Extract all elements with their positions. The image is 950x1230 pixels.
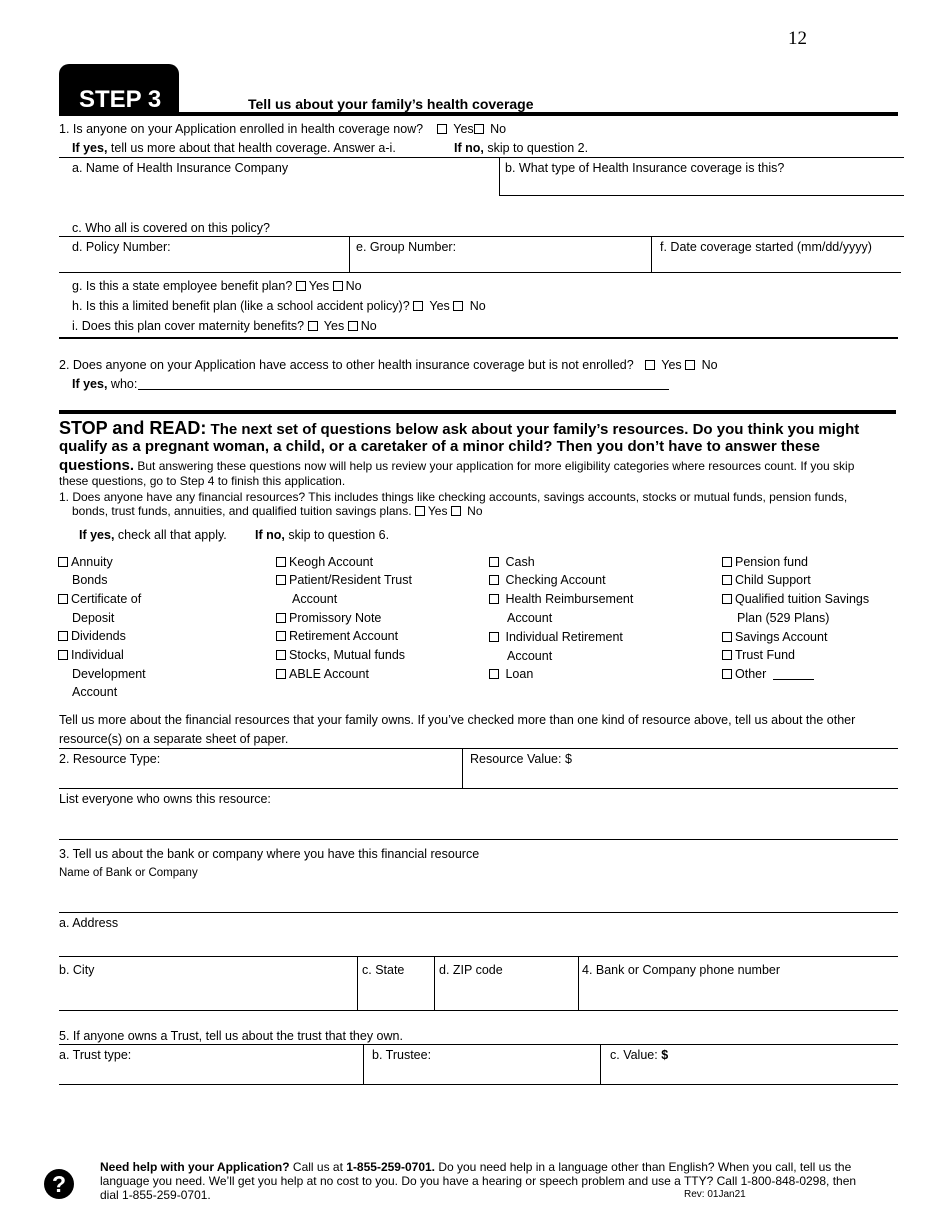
footer-help-bold: Need help with your Application? [100,1160,290,1174]
res-cash-checkbox[interactable] [489,557,499,567]
q1-no-checkbox[interactable] [474,124,484,134]
res-ira-label2: Account [507,649,553,663]
r3-address-label: a. Address [59,916,119,930]
r3-phone-label: 4. Bank or Company phone number [582,963,781,977]
q2-yes-checkbox[interactable] [645,360,655,370]
res-checking-label: Checking Account [505,573,606,587]
res-loan-label: Loan [505,667,534,681]
footer-line3: dial 1-855-259-0701. [100,1188,211,1202]
r5-text: 5. If anyone owns a Trust, tell us about the trust that they own. [59,1029,403,1043]
res-pension-label: Pension fund [735,555,808,569]
res-ida-checkbox[interactable] [58,650,68,660]
res-dividends-checkbox[interactable] [58,631,68,641]
res-hra-label2: Account [507,611,553,625]
r2-value-label: Resource Value: $ [470,752,572,766]
r1-ifno-bold: If no, [255,528,285,542]
rule [59,956,898,957]
res-retirement-checkbox[interactable] [276,631,286,641]
res-dividends[interactable] [58,629,126,643]
res-checking-checkbox[interactable] [489,575,499,585]
q1-ifyes-bold: If yes, [72,141,108,155]
res-cod-label: Certificate of [71,592,142,606]
r3-text: 3. Tell us about the bank or company where you have this financial resource [59,847,480,861]
step-rule [59,112,898,116]
q2-options [645,358,718,372]
res-ira[interactable] [489,630,623,644]
rule [651,236,652,273]
res-promissory[interactable] [276,611,381,625]
res-prt[interactable] [276,573,412,587]
rule [59,157,904,158]
res-prt-label2: Account [292,592,338,606]
q2-yes-label: Yes [661,358,682,372]
rule [59,839,898,840]
res-hra-label: Health Reimbursement [505,592,634,606]
q1a-label: a. Name of Health Insurance Company [72,161,289,175]
r1-line2 [72,504,483,518]
rule [499,157,500,196]
r1-no-label: No [467,504,483,518]
footer-line2: language you need. We’ll get you help at no cost to you. Do you have a hearing or speech problem and use a TTY? Call 1-800-848-0298, then [100,1174,857,1188]
rule [357,956,358,1010]
rule [59,748,898,749]
q1h [72,299,486,313]
q1-no-label: No [490,122,507,136]
r2-owners-label: List everyone who owns this resource: [59,792,271,806]
res-prt-checkbox[interactable] [276,575,286,585]
stop-line2: qualify as a pregnant woman, a child, or a caretaker of a minor child? Then you don’t have to answer these [59,438,821,455]
res-stocks[interactable] [276,648,405,662]
res-hra[interactable] [489,592,633,606]
res-dividends-label: Dividends [71,629,126,643]
q1g-yes-label: Yes [308,279,330,293]
rule [59,1044,898,1045]
q2-ifyes [72,377,137,391]
res-child-support[interactable] [722,573,811,587]
res-qts-label: Qualified tuition Savings [735,592,870,606]
res-promissory-label: Promissory Note [289,611,382,625]
help-question-icon: ? [44,1169,74,1199]
res-promissory-checkbox[interactable] [276,613,286,623]
r1-yes-checkbox[interactable] [415,506,425,516]
rule [59,1084,898,1085]
res-trust-label: Trust Fund [735,648,795,662]
r3-city-label: b. City [59,963,95,977]
rule [59,236,904,237]
res-annuity-checkbox[interactable] [58,557,68,567]
r5-type-label: a. Trust type: [59,1048,132,1062]
q1i-label: i. Does this plan cover maternity benefits? [72,319,305,333]
res-other-line[interactable] [773,679,814,680]
q2-ifyes-bold: If yes, [72,377,108,391]
res-savings-checkbox[interactable] [722,632,732,642]
res-other[interactable] [722,667,766,681]
q1i [72,319,377,333]
q2-text: 2. Does anyone on your Application have access to other health insurance coverage but is not enrolled? [59,358,634,372]
res-ida-label2: Development [72,667,146,681]
res-cod-label2: Deposit [72,611,115,625]
res-keogh-label: Keogh Account [289,555,374,569]
q1-ifno-bold: If no, [454,141,484,155]
q1e-label: e. Group Number: [356,240,457,254]
footer-phone: 1-855-259-0701. [346,1160,435,1174]
q1g-label: g. Is this a state employee benefit plan? [72,279,293,293]
res-prt-label: Patient/Resident Trust [289,573,412,587]
res-qts[interactable] [722,592,869,606]
rule [578,956,579,1010]
q1-yes-label: Yes [453,122,474,136]
res-loan-checkbox[interactable] [489,669,499,679]
r2-type-label: 2. Resource Type: [59,752,161,766]
r5-value-label: c. Value: [610,1048,662,1062]
q1b-label: b. What type of Health Insurance coverage is this? [505,161,785,175]
q2-no-label: No [701,358,718,372]
q2-who-label: who: [107,377,138,391]
footer-rev: Rev: 01Jan21 [684,1189,746,1200]
rule [59,788,898,789]
res-trust[interactable] [722,648,795,662]
rule [59,1010,898,1011]
q1h-no-label: No [469,299,486,313]
stop-head: STOP and READ: [59,418,207,438]
r5-trustee-label: b. Trustee: [372,1048,432,1062]
r3-bank-label: Name of Bank or Company [59,867,198,879]
res-other-label: Other [735,667,767,681]
res-retirement[interactable] [276,629,398,643]
res-keogh-checkbox[interactable] [276,557,286,567]
stop-line3-text: But answering these questions now will help us review your application for more eligibility categories where resources count. If you skip [134,459,855,473]
res-able[interactable] [276,667,369,681]
footer-help-text: Call us at [289,1160,347,1174]
stop-line3-bold: questions. [59,457,135,474]
res-ira-checkbox[interactable] [489,632,499,642]
res-hra-checkbox[interactable] [489,594,499,604]
q1-yes-checkbox[interactable] [437,124,447,134]
q2-no-checkbox[interactable] [685,360,695,370]
rule [499,195,904,196]
stop-line1 [59,418,859,439]
res-annuity[interactable] [58,555,113,569]
r1-ifyes-text: check all that apply. [114,528,227,542]
res-ida[interactable] [58,648,124,662]
q1g-no-checkbox[interactable] [333,281,343,291]
q1h-no-checkbox[interactable] [453,301,463,311]
stop-line4: these questions, go to Step 4 to finish this application. [59,474,346,488]
r3-zip-label: d. ZIP code [439,963,503,977]
res-child-support-checkbox[interactable] [722,575,732,585]
q1g [72,279,362,293]
q1-text: 1. Is anyone on your Application enrolled in health coverage now? [59,122,424,136]
r5-value-dollar: $ [661,1048,669,1062]
q1f-label: f. Date coverage started (mm/dd/yyyy) [660,240,872,254]
res-stocks-checkbox[interactable] [276,650,286,660]
step-tab [59,64,179,114]
res-stocks-label: Stocks, Mutual funds [289,648,406,662]
q1-options [437,122,506,136]
footer-line1 [100,1160,851,1174]
q1-ifyes-text: tell us more about that health coverage. Answer a-i. [107,141,396,155]
r1-line2-text: bonds, trust funds, annuities, and qualified tuition savings plans. [72,504,412,518]
r5-value [610,1048,668,1062]
r3-state-label: c. State [362,963,405,977]
q1-ifno [454,141,588,155]
r1-ifyes [79,528,227,542]
q1c-label: c. Who all is covered on this policy? [72,221,271,235]
res-able-checkbox[interactable] [276,669,286,679]
rule [59,337,898,339]
res-annuity-label: Annuity [71,555,113,569]
rule [59,410,896,414]
res-keogh[interactable] [276,555,373,569]
res-cod-checkbox[interactable] [58,594,68,604]
stop-line3 [59,457,854,474]
more-line1: Tell us more about the financial resources that your family owns. If you’ve checked more than one kind of resource above, tell us about the other [59,713,856,727]
r1-line1: 1. Does anyone have any financial resources? This includes things like checking accounts, savings accounts, stocks or mutual funds, pension funds, [59,490,848,504]
rule [59,912,898,913]
q1-ifyes [72,141,396,155]
rule [434,956,435,1010]
res-savings-label: Savings Account [735,630,828,644]
stop-line1-text: The next set of questions below ask about your family’s resources. Do you think you might [206,421,860,438]
res-qts-label2: Plan (529 Plans) [737,611,830,625]
q1i-no-checkbox[interactable] [348,321,358,331]
q1i-no-label: No [360,319,377,333]
res-loan[interactable] [489,667,533,681]
rule [349,236,350,273]
res-cash-label: Cash [505,555,535,569]
res-qts-checkbox[interactable] [722,594,732,604]
res-bonds-label: Bonds [72,573,108,587]
rule [59,272,901,273]
res-ira-label: Individual Retirement [505,630,623,644]
res-child-support-label: Child Support [735,573,811,587]
q1h-yes-checkbox[interactable] [413,301,423,311]
rule [462,748,463,789]
r1-ifyes-bold: If yes, [79,528,115,542]
res-cash[interactable] [489,555,535,569]
r1-yes-label: Yes [427,504,448,518]
q1h-label: h. Is this a limited benefit plan (like a school accident policy)? [72,299,410,313]
res-savings[interactable] [722,630,827,644]
q1i-yes-checkbox[interactable] [308,321,318,331]
q1d-label: d. Policy Number: [72,240,171,254]
rule [363,1044,364,1084]
q1i-yes-label: Yes [323,319,345,333]
res-retirement-label: Retirement Account [289,629,399,643]
footer-help-text2: Do you need help in a language other than English? When you call, tell us the [435,1160,852,1174]
q1-ifno-text: skip to question 2. [483,141,589,155]
step-title: Tell us about your family’s health coverage [248,96,534,112]
r1-ifno [255,528,389,542]
page-number: 12 [788,28,807,49]
rule [600,1044,601,1084]
step-label: STEP 3 [79,86,162,113]
more-line2: resource(s) on a separate sheet of paper. [59,732,289,746]
r1-ifno-text: skip to question 6. [284,528,390,542]
res-pension-checkbox[interactable] [722,557,732,567]
res-cod[interactable] [58,592,141,606]
q2-who-line[interactable] [138,389,669,390]
r1-no-checkbox[interactable] [451,506,461,516]
res-ida-label: Individual [71,648,124,662]
res-able-label: ABLE Account [289,667,369,681]
res-pension[interactable] [722,555,808,569]
q1h-yes-label: Yes [429,299,450,313]
res-checking[interactable] [489,573,606,587]
res-other-checkbox[interactable] [722,669,732,679]
q1g-yes-checkbox[interactable] [296,281,306,291]
q1g-no-label: No [345,279,362,293]
res-ida-label3: Account [72,685,118,699]
res-trust-checkbox[interactable] [722,650,732,660]
